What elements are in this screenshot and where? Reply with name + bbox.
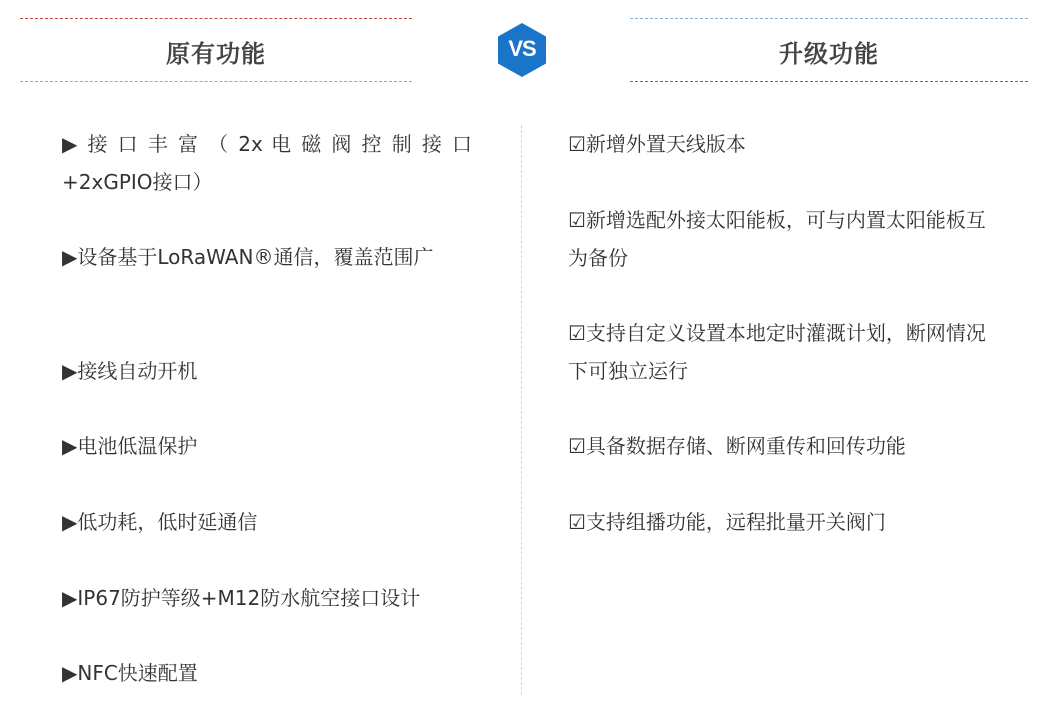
vs-label: VS	[508, 36, 536, 61]
original-feature-item: ▶电池低温保护	[62, 434, 198, 458]
upgraded-feature-item: ☑支持组播功能，远程批量开关阀门	[568, 510, 886, 534]
upgraded-feature-item: ☑具备数据存储、断网重传和回传功能	[568, 434, 906, 458]
upgraded-features-header	[630, 18, 1028, 82]
original-feature-item: ▶ 接 口 丰 富 （ 2x 电 磁 阀 控 制 接 口 +2xGPIO接口）	[62, 132, 472, 194]
upgraded-feature-item: ☑支持自定义设置本地定时灌溉计划，断网情况下可独立运行	[568, 321, 986, 383]
original-feature-item: ▶NFC快速配置	[62, 661, 198, 685]
original-feature-item: ▶接线自动开机	[62, 359, 198, 383]
center-divider	[521, 125, 522, 695]
original-features-header	[20, 18, 412, 82]
header-bottom-rule	[630, 81, 1028, 82]
header-top-rule	[20, 18, 412, 19]
upgraded-feature-item: ☑新增选配外接太阳能板，可与内置太阳能板互为备份	[568, 208, 986, 270]
upgraded-feature-item: ☑新增外置天线版本	[568, 132, 746, 156]
header-bottom-rule	[20, 81, 412, 82]
original-feature-item: ▶低功耗，低时延通信	[62, 510, 258, 534]
original-features-title: 原有功能	[166, 40, 266, 68]
header-top-rule	[630, 18, 1028, 19]
upgraded-features-title: 升级功能	[779, 40, 879, 68]
vs-badge	[496, 22, 548, 78]
original-feature-item: ▶IP67防护等级+M12防水航空接口设计	[62, 586, 421, 610]
original-feature-item: ▶设备基于LoRaWAN®通信，覆盖范围广	[62, 245, 434, 269]
